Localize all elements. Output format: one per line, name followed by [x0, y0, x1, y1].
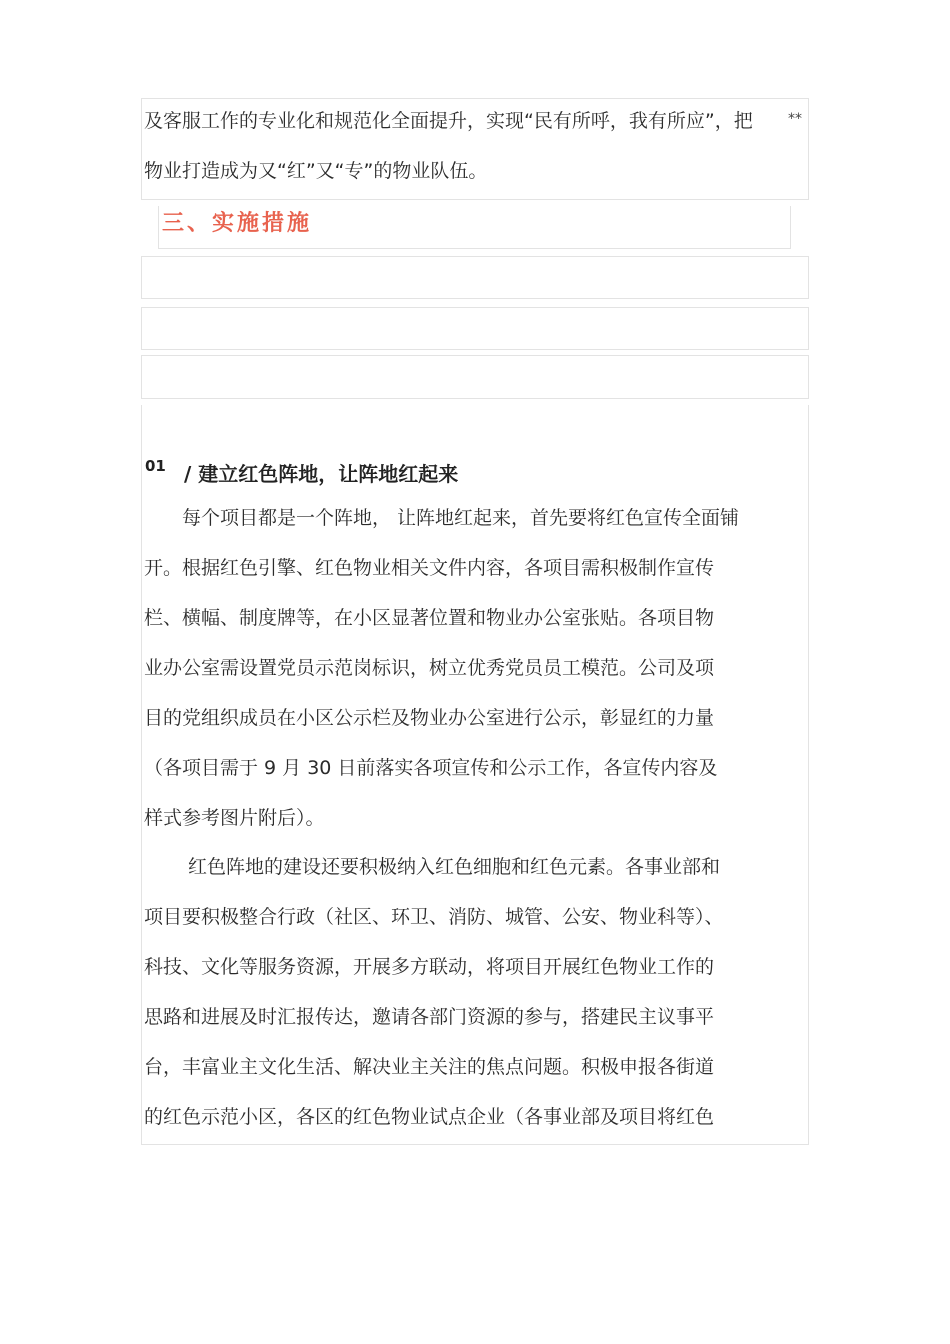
para2-line-3: 科技、文化等服务资源，开展多方联动，将项目开展红色物业工作的 [144, 956, 715, 978]
subsection-number: 01 [145, 457, 166, 475]
para1-line-6: （各项目需于 9 月 30 日前落实各项宣传和公示工作，各宣传内容及 [144, 757, 718, 779]
para1-line-5: 目的党组织成员在小区公示栏及物业办公室进行公示，彰显红的力量 [144, 707, 715, 729]
para2-line-4: 思路和进展及时汇报传达，邀请各部门资源的参与，搭建民主议事平 [144, 1006, 715, 1028]
intro-line-2: 物业打造成为又“红”又“专”的物业队伍。 [144, 160, 488, 182]
para2-line-1: 红色阵地的建设还要积极纳入红色细胞和红色元素。各事业部和 [163, 856, 721, 878]
section-heading: 三、实施措施 [162, 211, 313, 236]
empty-box-3 [141, 355, 809, 399]
empty-box-1 [141, 256, 809, 299]
para1-line-4: 业办公室需设置党员示范岗标识，树立优秀党员员工模范。公司及项 [144, 657, 715, 679]
empty-box-2 [141, 307, 809, 350]
para1-line-3: 栏、横幅、制度牌等，在小区显著位置和物业办公室张贴。各项目物 [144, 607, 715, 629]
para1-line-1: 每个项目都是一个阵地， 让阵地红起来，首先要将红色宣传全面铺 [163, 507, 740, 529]
subsection-title: / 建立红色阵地，让阵地红起来 [184, 462, 459, 486]
para2-line-2: 项目要积极整合行政（社区、环卫、消防、城管、公安、物业科等）、 [144, 906, 724, 928]
footnote-marker: ** [788, 111, 802, 127]
para2-line-5: 台，丰富业主文化生活、解决业主关注的焦点问题。积极申报各街道 [144, 1056, 715, 1078]
para1-line-7: 样式参考图片附后）。 [144, 807, 325, 829]
intro-line-1: 及客服工作的专业化和规范化全面提升，实现“民有所呼，我有所应”，把 [144, 110, 753, 132]
para1-line-2: 开。根据红色引擎、红色物业相关文件内容，各项目需积极制作宣传 [144, 557, 715, 579]
para2-line-6: 的红色示范小区，各区的红色物业试点企业（各事业部及项目将红色 [144, 1106, 715, 1128]
